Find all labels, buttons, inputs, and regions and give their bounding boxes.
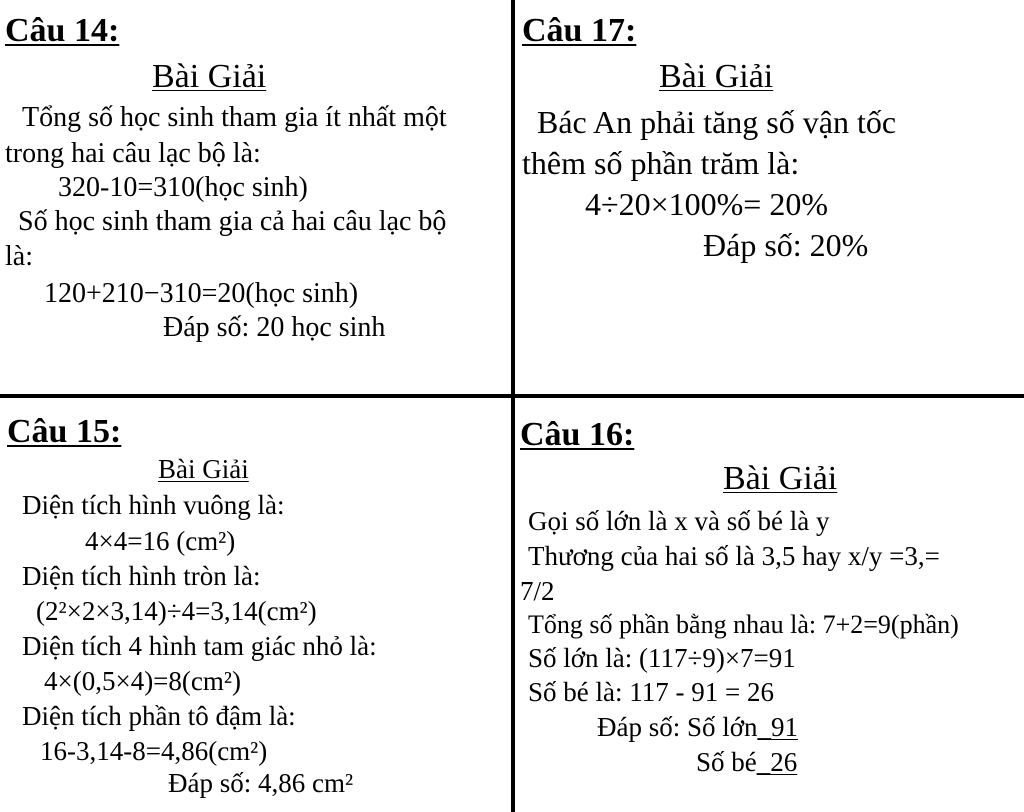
q15-line-3: Diện tích hình tròn là: bbox=[22, 561, 261, 591]
q16-answer-small bbox=[696, 749, 797, 776]
q15-line-2: 4×4=16 (cm²) bbox=[85, 526, 236, 556]
q14-line-5: là: bbox=[5, 241, 33, 272]
question-15-heading: Bài Giải bbox=[158, 454, 249, 484]
q17-answer: Đáp số: 20% bbox=[703, 227, 869, 263]
q14-line-1: Tổng số học sinh tham gia ít nhất một bbox=[22, 102, 447, 133]
question-14-heading: Bài Giải bbox=[152, 58, 267, 95]
q15-line-7: Diện tích phần tô đậm là: bbox=[22, 701, 296, 731]
vertical-divider bbox=[511, 0, 515, 812]
q16-answer-small-label: Số bé bbox=[696, 747, 757, 777]
q16-line-1: Gọi số lớn là x và số bé là y bbox=[528, 506, 830, 536]
q14-line-2: trong hai câu lạc bộ là: bbox=[5, 138, 261, 169]
horizontal-divider bbox=[0, 394, 1024, 398]
q17-line-2: thêm số phần trăm là: bbox=[522, 145, 800, 181]
q15-line-8: 16-3,14-8=4,86(cm²) bbox=[40, 736, 268, 766]
q15-line-5: Diện tích 4 hình tam giác nhỏ là: bbox=[22, 631, 377, 661]
question-17-title: Câu 17: bbox=[522, 12, 637, 49]
q16-line-3: 7/2 bbox=[520, 576, 555, 606]
q14-answer: Đáp số: 20 học sinh bbox=[163, 312, 386, 343]
question-15-title: Câu 15: bbox=[7, 413, 122, 450]
q16-answer-small-value: _26 bbox=[756, 747, 798, 777]
q15-line-6: 4×(0,5×4)=8(cm²) bbox=[44, 666, 241, 696]
question-16-title: Câu 16: bbox=[520, 416, 635, 453]
q17-line-3: 4÷20×100%= 20% bbox=[585, 186, 828, 222]
q16-line-2: Thương của hai số là 3,5 hay x/y =3,= bbox=[528, 541, 940, 571]
q17-line-1: Bác An phải tăng số vận tốc bbox=[537, 104, 897, 140]
q14-line-3: 320-10=310(học sinh) bbox=[58, 172, 308, 203]
q15-line-4: (2²×2×3,14)÷4=3,14(cm²) bbox=[36, 596, 317, 626]
question-17-heading: Bài Giải bbox=[659, 58, 774, 95]
q16-line-6: Số bé là: 117 - 91 = 26 bbox=[528, 677, 774, 707]
q16-answer-label: Đáp số: Số lớn bbox=[597, 712, 758, 742]
q16-line-5: Số lớn là: (117÷9)×7=91 bbox=[528, 643, 796, 673]
q16-answer bbox=[597, 714, 798, 741]
q16-answer-big: _91 bbox=[757, 712, 799, 742]
question-14-title: Câu 14: bbox=[5, 12, 120, 49]
question-16-heading: Bài Giải bbox=[723, 460, 838, 497]
q15-answer: Đáp số: 4,86 cm² bbox=[168, 768, 354, 798]
q14-line-4: Số học sinh tham gia cả hai câu lạc bộ bbox=[18, 206, 447, 237]
q16-line-4: Tổng số phần bằng nhau là: 7+2=9(phần) bbox=[528, 610, 959, 639]
q15-line-1: Diện tích hình vuông là: bbox=[22, 490, 285, 520]
q14-line-6: 120+210−310=20(học sinh) bbox=[44, 278, 359, 309]
